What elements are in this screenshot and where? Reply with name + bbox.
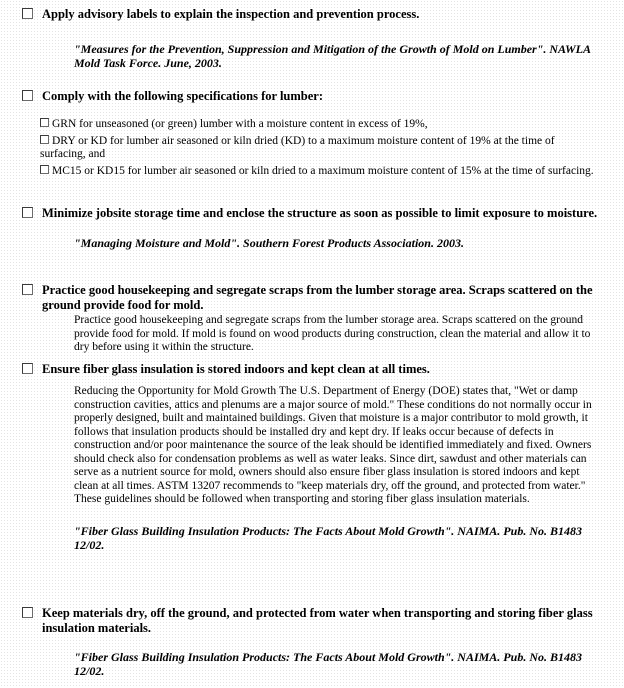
checkbox[interactable] — [40, 118, 49, 127]
spec-text: GRN for unseasoned (or green) lumber with a moisture content in excess of 19%, — [52, 118, 428, 130]
item-heading: Ensure fiber glass insulation is stored indoors and kept clean at all times. — [42, 362, 430, 376]
item-reference: "Managing Moisture and Mold". Southern Forest Products Association. 2003. — [74, 236, 464, 250]
checklist-item-fiberglass-storage — [22, 362, 602, 552]
item-heading: Minimize jobsite storage time and enclose the structure as soon as possible to limit exposure to moisture. — [42, 206, 598, 220]
spec-text: MC15 or KD15 for lumber air seasoned or kiln dried to a maximum moisture content of 15% at the time of surfacing. — [52, 164, 594, 177]
checkbox[interactable] — [22, 363, 33, 374]
item-reference: "Measures for the Prevention, Suppression and Mitigation of the Growth of Mold on Lumber". NAWLA Mold Task Force. June, 2003. — [74, 42, 591, 70]
item-reference: "Fiber Glass Building Insulation Products: The Facts About Mold Growth". NAIMA. Pub. No. B1483 12/02. — [74, 523, 582, 552]
checklist-item-lumber-specs — [22, 89, 602, 178]
item-heading: Keep materials dry, off the ground, and protected from water when transporting and storing fiber glass insulation materials. — [42, 606, 593, 635]
item-reference: "Fiber Glass Building Insulation Products: The Facts About Mold Growth". NAIMA. Pub. No. B1483 12/02. — [74, 650, 582, 678]
checklist-item-housekeeping — [22, 283, 602, 355]
checkbox[interactable] — [22, 90, 33, 101]
item-body: Practice good housekeeping and segregate scraps from the lumber storage area. Scraps scattered on the ground provide food for mold. If mold is found on wood products during construction, clean the material and allow it to dry before using it within the structure. — [74, 314, 591, 353]
checklist-item-keep-dry — [22, 606, 602, 678]
item-heading: Comply with the following specifications for lumber: — [42, 89, 324, 103]
checkbox[interactable] — [22, 607, 33, 618]
spec-grn — [40, 115, 602, 132]
spec-dry — [40, 132, 602, 162]
checklist-item-advisory-labels — [22, 7, 602, 70]
checkbox[interactable] — [22, 284, 33, 295]
item-body: Reducing the Opportunity for Mold Growth The U.S. Department of Energy (DOE) states that, "Wet or damp construction cavities, attics and plenums are a major source of mold." These conditions do not normally occur in properly designed, built and maintained buildings. Given that moisture is a major contributor to mold growth, it follows that insulation products should be installed dry and kept dry. If leaks occur because of defects in construction and/or poor maintenance the source of the leak should be identified immediately and fixed. Owners should check also for condensation problems as well as water leaks. Since dirt, sawdust and other materials can serve as a nutrient source for mold, owners should also ensure fiber glass insulation is stored indoors and kept clean at all times. ASTM 13207 recommends to "keep materials dry, off the ground, and protected from water." These guidelines should be followed when transporting and storing fiber glass insulation materials. — [74, 385, 592, 505]
item-heading: Practice good housekeeping and segregate scraps from the lumber storage area. Scraps scattered on the ground provide food for mold. — [42, 283, 593, 312]
item-heading: Apply advisory labels to explain the inspection and prevention process. — [42, 7, 420, 21]
spec-mc15 — [40, 162, 602, 179]
spec-list — [22, 115, 602, 178]
checkbox[interactable] — [22, 207, 33, 218]
checklist-item-jobsite-storage — [22, 206, 602, 250]
spec-text: DRY or KD for lumber air seasoned or kiln dried (KD) to a maximum moisture content of 19% at the time of surfacing, and — [40, 134, 555, 160]
checkbox[interactable] — [40, 135, 49, 144]
checkbox[interactable] — [40, 165, 49, 174]
checkbox[interactable] — [22, 8, 33, 19]
